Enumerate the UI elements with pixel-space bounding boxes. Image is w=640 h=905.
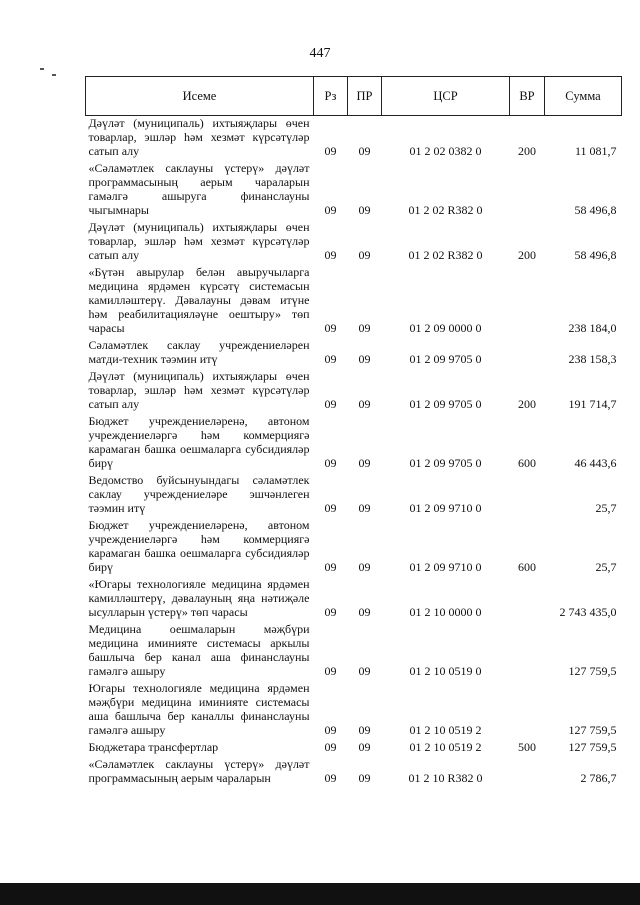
cell-rz: 09	[324, 771, 337, 785]
cell-sum: 238 184,0	[568, 321, 617, 335]
cell-csr: 01 2 09 9705 0	[409, 352, 482, 366]
cell-name: Ведомство буйсынуындагы сәламәтлек саклау учреждениеләре эшчәнлеген тәэмин итү	[88, 473, 310, 515]
table-body	[86, 116, 622, 789]
cell-name: Бюджет учреждениеләренә, автоном учреждениеләргә һәм коммерциягә карамаган башка оешмаларга субсидияләр бирү	[88, 414, 310, 470]
cell-vr: 200	[518, 144, 536, 158]
column-header-name: Исеме	[86, 77, 314, 116]
cell-sum: 191 714,7	[568, 397, 617, 411]
cell-name: Дәүләт (муниципаль) ихтыяҗлары өчен товарлар, эшләр һәм хезмәт күрсәтүләр сатып алу	[88, 116, 310, 158]
cell-rz: 09	[324, 740, 337, 754]
cell-csr: 01 2 02 0382 0	[409, 144, 482, 158]
cell-vr: 200	[518, 397, 536, 411]
cell-sum: 127 759,5	[568, 664, 617, 678]
table-row	[86, 518, 622, 577]
cell-vr	[510, 338, 545, 369]
cell-rz: 09	[324, 248, 337, 262]
column-header-rz: Рз	[314, 77, 348, 116]
cell-rz: 09	[324, 664, 337, 678]
cell-sum: 11 081,7	[574, 144, 617, 158]
cell-vr	[510, 265, 545, 338]
cell-csr: 01 2 10 R382 0	[408, 771, 483, 785]
cell-rz: 09	[324, 560, 337, 574]
cell-vr: 500	[518, 740, 536, 754]
cell-sum: 127 759,5	[568, 723, 617, 737]
cell-name: Бюджетара трансфертлар	[88, 740, 219, 754]
cell-vr	[510, 473, 545, 518]
table-row	[86, 473, 622, 518]
scan-border	[0, 883, 640, 905]
table-row	[86, 338, 622, 369]
cell-vr: 200	[518, 248, 536, 262]
cell-pr: 09	[358, 723, 371, 737]
cell-name: Дәүләт (муниципаль) ихтыяҗлары өчен товарлар, эшләр һәм хезмәт күрсәтүләр сатып алу	[88, 369, 310, 411]
table-row	[86, 622, 622, 681]
scan-mark	[52, 74, 56, 76]
scan-mark	[40, 68, 44, 70]
cell-pr: 09	[358, 456, 371, 470]
table-row	[86, 116, 622, 162]
cell-rz: 09	[324, 321, 337, 335]
column-header-sum: Сумма	[545, 77, 622, 116]
cell-pr: 09	[358, 605, 371, 619]
cell-csr: 01 2 10 0519 2	[409, 723, 482, 737]
cell-pr: 09	[358, 771, 371, 785]
column-header-vr: ВР	[510, 77, 545, 116]
cell-rz: 09	[324, 203, 337, 217]
cell-vr	[510, 161, 545, 220]
cell-pr: 09	[358, 501, 371, 515]
cell-csr: 01 2 10 0000 0	[409, 605, 482, 619]
cell-pr: 09	[358, 144, 371, 158]
table-row	[86, 681, 622, 740]
table-row	[86, 265, 622, 338]
cell-pr: 09	[358, 397, 371, 411]
cell-csr: 01 2 10 0519 2	[409, 740, 482, 754]
cell-name: «Сәламәтлек саклауны үстерү» дәүләт программасының аерым чараларын	[88, 757, 310, 785]
budget-table	[85, 76, 622, 788]
cell-pr: 09	[358, 560, 371, 574]
cell-name: «Бүтән авырулар белән авыручыларга медицина ярдәмен күрсәтү системасын камилләштерү. Дәвалауны дәвам итүне һәм реабилитацияләүне оештыру» төп чарасы	[88, 265, 310, 335]
cell-pr: 09	[358, 664, 371, 678]
cell-csr: 01 2 02 R382 0	[408, 203, 483, 217]
cell-vr: 600	[518, 456, 536, 470]
cell-csr: 01 2 09 9710 0	[409, 501, 482, 515]
cell-name: Бюджет учреждениеләренә, автоном учреждениеләргә һәм коммерциягә карамаган башка оешмаларга субсидияләр бирү	[88, 518, 310, 574]
cell-vr	[510, 681, 545, 740]
cell-sum: 25,7	[595, 501, 617, 515]
table-row	[86, 414, 622, 473]
cell-rz: 09	[324, 605, 337, 619]
cell-sum: 127 759,5	[568, 740, 617, 754]
cell-pr: 09	[358, 203, 371, 217]
cell-name: «Сәламәтлек саклауны үстерү» дәүләт программасының аерым чараларын гамәлгә ашыруга финанслауны чыгымнары	[88, 161, 310, 217]
cell-name: Сәламәтлек саклау учреждениеләрен матди-техник тәэмин итү	[88, 338, 310, 366]
column-header-csr: ЦСР	[382, 77, 510, 116]
cell-name: «Югары технологияле медицина ярдәмен камилләштерү, дәвалауның яңа нәтиҗәле ысулларын үстерү» төп чарасы	[88, 577, 310, 619]
cell-rz: 09	[324, 456, 337, 470]
cell-csr: 01 2 09 9705 0	[409, 397, 482, 411]
cell-sum: 58 496,8	[574, 248, 617, 262]
cell-csr: 01 2 09 9705 0	[409, 456, 482, 470]
cell-vr	[510, 577, 545, 622]
cell-csr: 01 2 09 0000 0	[409, 321, 482, 335]
cell-sum: 25,7	[595, 560, 617, 574]
cell-vr	[510, 622, 545, 681]
cell-csr: 01 2 10 0519 0	[409, 664, 482, 678]
cell-vr	[510, 757, 545, 788]
cell-name: Дәүләт (муниципаль) ихтыяҗлары өчен товарлар, эшләр һәм хезмәт күрсәтүләр сатып алу	[88, 220, 310, 262]
column-header-pr: ПР	[348, 77, 382, 116]
cell-sum: 58 496,8	[574, 203, 617, 217]
cell-rz: 09	[324, 501, 337, 515]
cell-pr: 09	[358, 740, 371, 754]
table-row	[86, 757, 622, 788]
cell-sum: 46 443,6	[574, 456, 617, 470]
cell-name: Югары технологияле медицина ярдәмен мәҗбүри медицина иминияте системасы аша башлыча бер каналлы финанслауны гамәлгә ашыру	[88, 681, 310, 737]
table-row	[86, 577, 622, 622]
table-header-row	[86, 77, 622, 116]
cell-sum: 2 786,7	[580, 771, 617, 785]
cell-vr: 600	[518, 560, 536, 574]
cell-pr: 09	[358, 352, 371, 366]
cell-rz: 09	[324, 352, 337, 366]
cell-pr: 09	[358, 248, 371, 262]
table-row	[86, 161, 622, 220]
page-number: 447	[309, 46, 331, 61]
table-row	[86, 369, 622, 414]
cell-rz: 09	[324, 397, 337, 411]
cell-name: Медицина оешмаларын мәҗбүри медицина иминияте системасы аркылы башлыча бер канал аша финанслауны гамәлгә ашыру	[88, 622, 310, 678]
table-row	[86, 220, 622, 265]
cell-csr: 01 2 02 R382 0	[408, 248, 483, 262]
cell-sum: 2 743 435,0	[559, 605, 617, 619]
cell-pr: 09	[358, 321, 371, 335]
table-row	[86, 740, 622, 757]
cell-csr: 01 2 09 9710 0	[409, 560, 482, 574]
cell-sum: 238 158,3	[568, 352, 617, 366]
cell-rz: 09	[324, 144, 337, 158]
cell-rz: 09	[324, 723, 337, 737]
